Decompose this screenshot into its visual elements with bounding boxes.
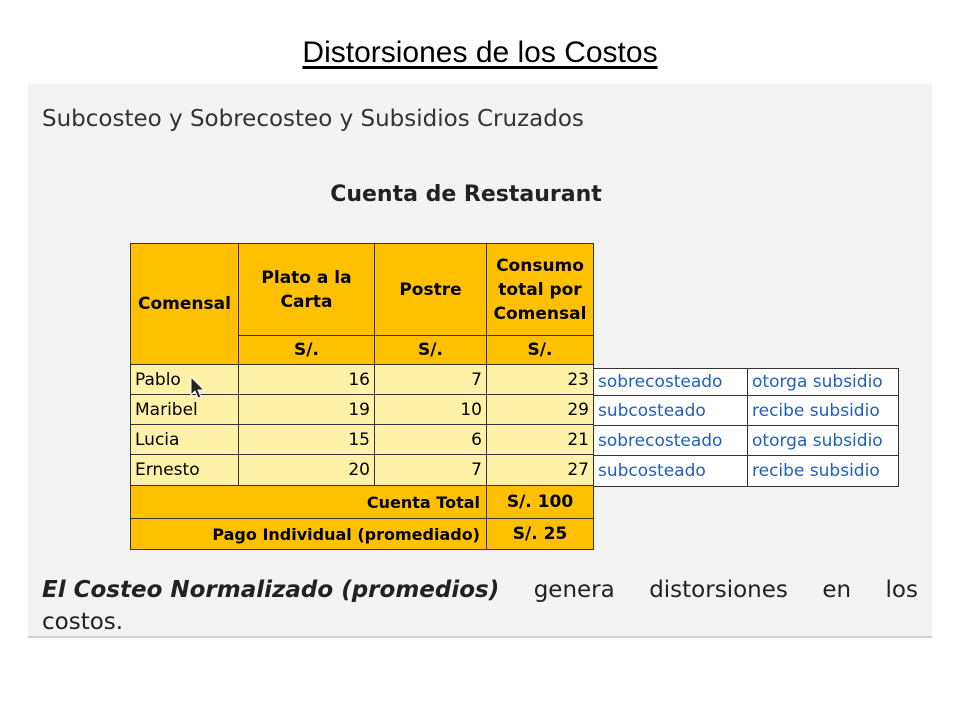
conclusion-word: en (822, 577, 852, 603)
row-plato: 20 (238, 454, 375, 486)
currency-consumo: S/. (486, 335, 594, 365)
row-name: Pablo (130, 364, 239, 395)
row-total: 27 (486, 454, 594, 486)
conclusion-word: genera (533, 577, 615, 603)
row-name: Lucia (130, 424, 239, 455)
header-postre: Postre (374, 243, 487, 336)
row-plato: 16 (238, 364, 375, 395)
pago-individual-value: S/. 25 (486, 518, 594, 550)
row-postre: 6 (374, 424, 487, 455)
header-consumo: Consumo total por Comensal (486, 243, 594, 336)
header-comensal: Comensal (130, 243, 239, 365)
pago-individual-label: Pago Individual (promediado) (130, 518, 487, 550)
row-total: 29 (486, 394, 594, 425)
subtitle: Subcosteo y Sobrecosteo y Subsidios Cruzados (42, 106, 584, 132)
cuenta-total-label: Cuenta Total (130, 485, 487, 519)
row-subsidy: recibe subsidio (747, 395, 899, 426)
row-postre: 7 (374, 364, 487, 395)
row-total: 21 (486, 424, 594, 455)
conclusion-text (42, 574, 918, 638)
header-plato: Plato a la Carta (238, 243, 375, 336)
conclusion-word: los (885, 577, 918, 603)
cuenta-total-value: S/. 100 (486, 485, 594, 519)
row-postre: 7 (374, 454, 487, 486)
row-subsidy: otorga subsidio (747, 425, 899, 456)
row-subsidy: otorga subsidio (747, 368, 899, 396)
currency-postre: S/. (374, 335, 487, 365)
row-plato: 15 (238, 424, 375, 455)
row-postre: 10 (374, 394, 487, 425)
conclusion-emphasis: El Costeo Normalizado (promedios) (42, 577, 500, 603)
conclusion-word: distorsiones (649, 577, 788, 603)
conclusion-line2: costos. (42, 609, 124, 635)
row-status: sobrecosteado (593, 368, 748, 396)
content-panel (28, 84, 932, 638)
row-subsidy: recibe subsidio (747, 455, 899, 487)
table-heading: Cuenta de Restaurant (330, 182, 602, 207)
row-status: subcosteado (593, 455, 748, 487)
row-name: Maribel (130, 394, 239, 425)
row-plato: 19 (238, 394, 375, 425)
row-name: Ernesto (130, 454, 239, 486)
row-total: 23 (486, 364, 594, 395)
mouse-pointer-icon (190, 376, 206, 400)
row-status: sobrecosteado (593, 425, 748, 456)
row-status: subcosteado (593, 395, 748, 426)
slide-title: Distorsiones de los Costos (302, 36, 658, 69)
currency-plato: S/. (238, 335, 375, 365)
